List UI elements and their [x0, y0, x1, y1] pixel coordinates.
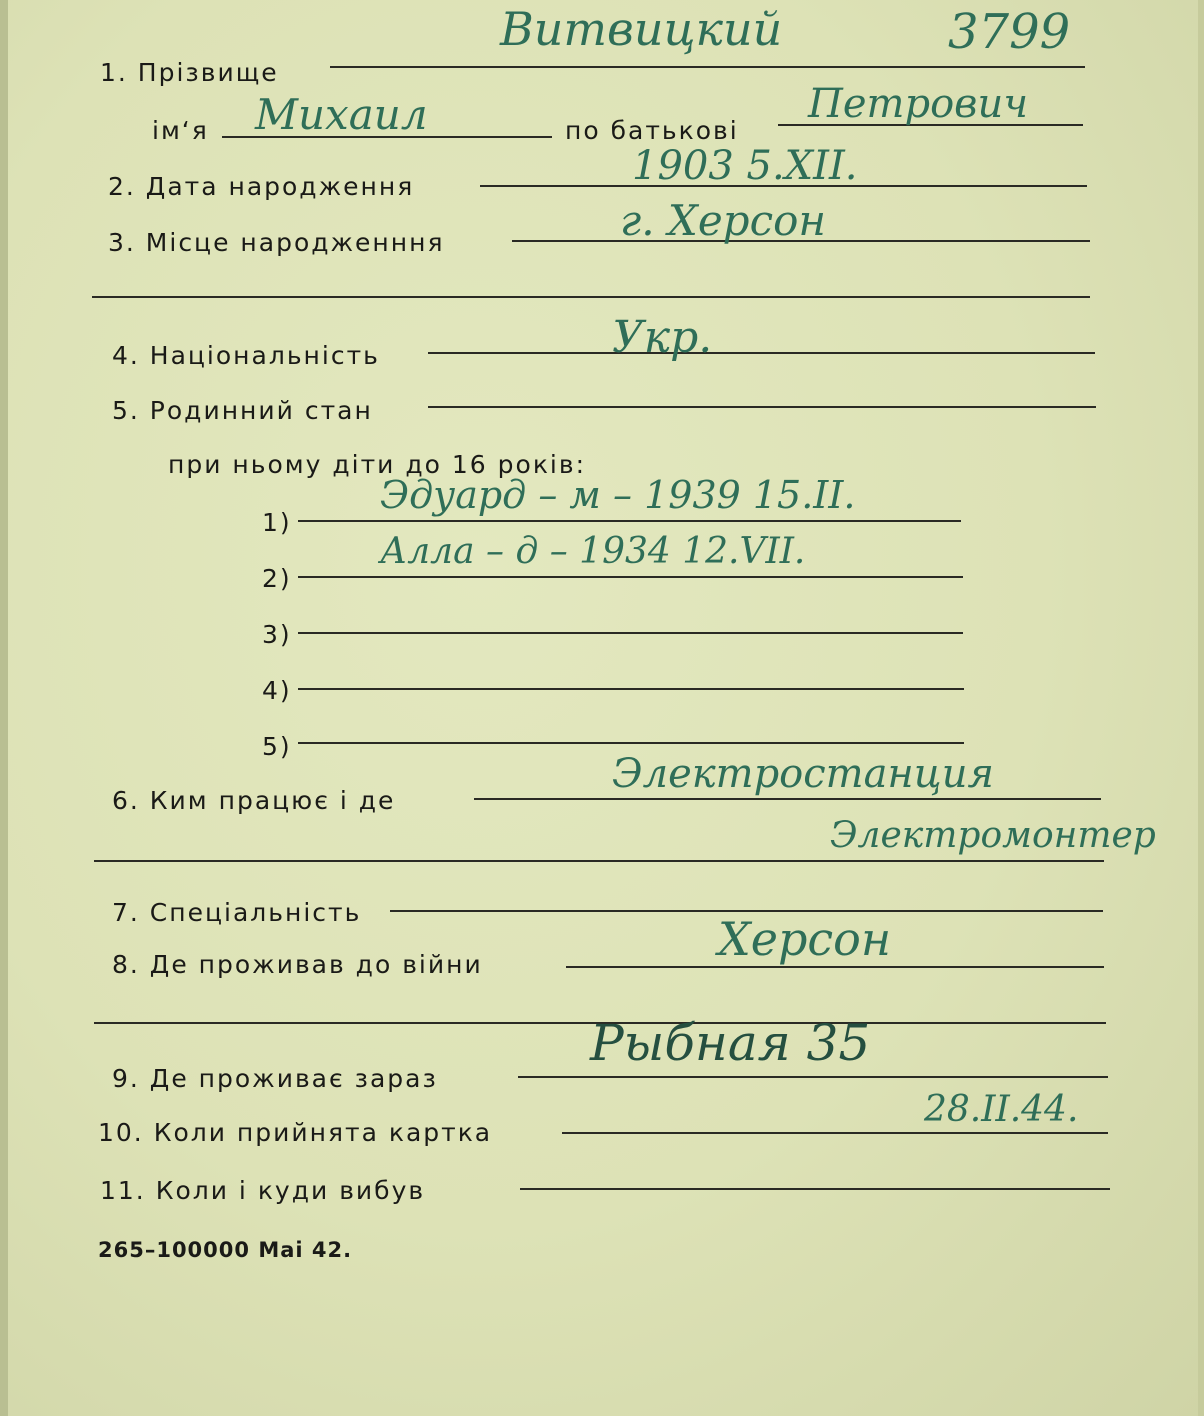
hw-first-name: Михаил	[255, 90, 428, 139]
line-work	[474, 798, 1101, 800]
label-departure: 11. Коли і куди вибув	[100, 1176, 426, 1205]
line-prewar-residence	[566, 966, 1104, 968]
hw-surname: Витвицкий	[500, 2, 783, 56]
hw-work: Электростанция	[612, 751, 994, 797]
hw-card-accepted: 28.II.44.	[924, 1089, 1079, 1130]
card-left-edge	[0, 0, 8, 1416]
label-card-accepted: 10. Коли прийнята картка	[98, 1118, 493, 1147]
line-child-2	[298, 576, 963, 578]
label-child-1: 1)	[262, 508, 292, 537]
hw-birth-date: 1903 5.XII.	[632, 143, 858, 189]
hw-child-2: Алла – д – 1934 12.VII.	[380, 531, 806, 572]
line-birth-place-2	[92, 296, 1090, 298]
card-right-edge	[1198, 0, 1204, 1416]
line-current-residence	[518, 1076, 1108, 1078]
label-children: при ньому діти до 16 років:	[168, 450, 587, 479]
line-departure	[520, 1188, 1110, 1190]
line-surname	[330, 66, 1085, 68]
hw-nationality: Укр.	[612, 312, 713, 363]
label-child-3: 3)	[262, 620, 292, 649]
label-work: 6. Ким працює і де	[112, 786, 396, 815]
line-family-status	[428, 406, 1096, 408]
line-work-2	[94, 860, 1104, 862]
line-card-accepted	[562, 1132, 1108, 1134]
label-surname: 1. Прізвище	[100, 58, 279, 87]
hw-birth-place: г. Херсон	[620, 196, 827, 245]
label-nationality: 4. Національність	[112, 341, 380, 370]
hw-prewar-residence: Херсон	[718, 912, 892, 966]
hw-card-number: 3799	[948, 4, 1071, 60]
hw-patronymic: Петрович	[808, 81, 1029, 127]
hw-child-1: Эдуард – м – 1939 15.II.	[380, 473, 856, 517]
hw-current-residence: Рыбная 35	[590, 1014, 871, 1072]
line-child-5	[298, 742, 964, 744]
print-code: 265–100000 Mai 42.	[98, 1238, 353, 1262]
label-child-4: 4)	[262, 676, 292, 705]
label-specialty: 7. Спеціальність	[112, 898, 362, 927]
line-child-1	[298, 520, 961, 522]
label-child-5: 5)	[262, 732, 292, 761]
label-family-status: 5. Родинний стан	[112, 396, 373, 425]
label-prewar-residence: 8. Де проживав до війни	[112, 950, 483, 979]
line-child-4	[298, 688, 964, 690]
label-birth-place: 3. Місце народженння	[108, 228, 445, 257]
label-first-name: ім‘я	[152, 116, 209, 145]
line-nationality	[428, 352, 1095, 354]
label-birth-date: 2. Дата народження	[108, 172, 415, 201]
label-current-residence: 9. Де проживає зараз	[112, 1064, 438, 1093]
line-child-3	[298, 632, 963, 634]
label-child-2: 2)	[262, 564, 292, 593]
hw-work-2: Электромонтер	[830, 815, 1156, 856]
label-patronymic: по батькові	[565, 116, 739, 145]
